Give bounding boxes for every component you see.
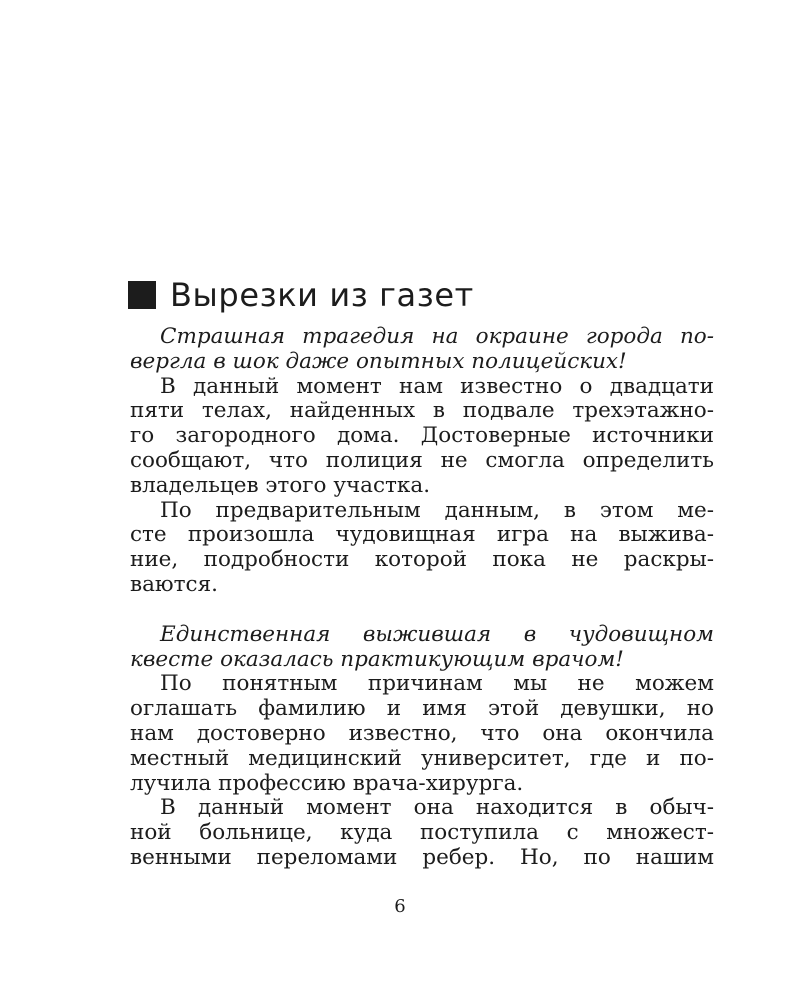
text-line: лучила профессию врача-хирурга. xyxy=(130,770,524,796)
text-line: По понятным причинам мы не можем xyxy=(160,671,714,697)
body-text xyxy=(130,325,714,871)
text-line: венными переломами ребер. Но, по нашим xyxy=(130,844,714,870)
text-line: сообщают, что полиция не смогла определить xyxy=(130,447,714,473)
text-line: го загородного дома. Достоверные источники xyxy=(130,423,714,449)
text-line: Страшная трагедия на окраине города по- xyxy=(160,324,714,349)
clipping-1-paragraph-1 xyxy=(130,375,714,499)
page-number: 6 xyxy=(394,896,406,917)
clipping-2-lead xyxy=(130,623,714,673)
text-line: пяти телах, найденных в подвале трехэтажно- xyxy=(130,398,714,424)
text-line: В данный момент нам известно о двадцати xyxy=(160,373,714,399)
text-line: оглашать фамилию и имя этой девушки, но xyxy=(130,696,714,722)
text-line: ваются. xyxy=(130,571,218,597)
text-line: ной больнице, куда поступила с множест- xyxy=(130,820,714,846)
text-line: По предварительным данным, в этом ме- xyxy=(160,497,714,523)
section-heading xyxy=(128,276,728,314)
text-line: сте произошла чудовищная игра на выжива- xyxy=(130,522,714,548)
text-line: вергла в шок даже опытных полицейских! xyxy=(130,348,627,374)
clipping-2-paragraph-2 xyxy=(130,796,714,870)
text-line: нам достоверно известно, что она окончила xyxy=(130,720,714,746)
text-line: ние, подробности которой пока не раскры- xyxy=(130,547,714,573)
text-line: владельцев этого участка. xyxy=(130,472,431,498)
text-line: Единственная выжившая в чудовищном xyxy=(160,621,714,647)
clipping-separator xyxy=(130,598,714,623)
text-line: В данный момент она находится в обыч- xyxy=(160,795,714,821)
text-line: квесте оказалась практикующим врачом! xyxy=(130,646,624,672)
clipping-1-lead xyxy=(130,325,714,375)
black-square-icon xyxy=(128,281,156,309)
clipping-1-paragraph-2 xyxy=(130,499,714,598)
section-title: Вырезки из газет xyxy=(170,276,474,314)
clipping-2-paragraph-1 xyxy=(130,672,714,796)
text-line: местный медицинский университет, где и по- xyxy=(130,745,714,771)
